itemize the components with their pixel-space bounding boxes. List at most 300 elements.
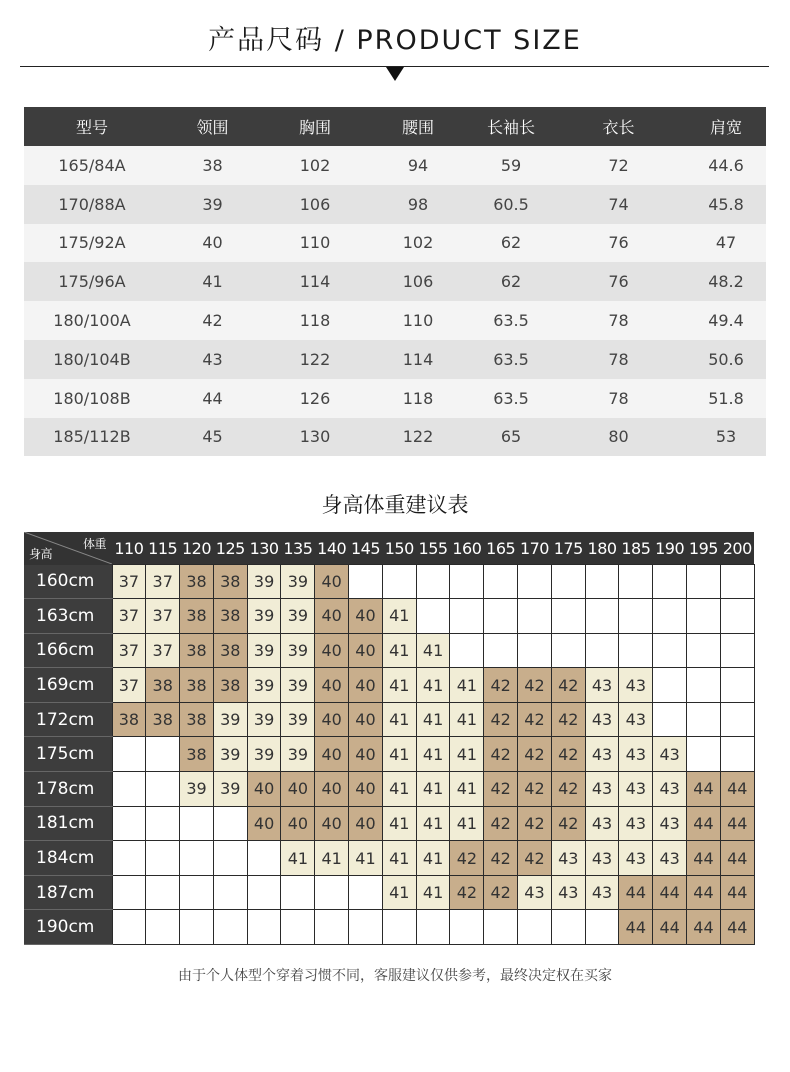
size-recommendation-cell <box>484 565 518 599</box>
size-recommendation-cell: 41 <box>416 737 450 772</box>
size-recommendation-cell <box>450 633 484 668</box>
size-recommendation-cell: 43 <box>518 875 552 910</box>
size-recommendation-cell <box>281 910 315 945</box>
size-recommendation-cell <box>484 910 518 945</box>
size-recommendation-cell: 39 <box>180 772 214 807</box>
table-corner <box>24 532 112 565</box>
table-cell: 175/96A <box>58 272 126 292</box>
size-recommendation-cell: 40 <box>349 806 383 841</box>
recommendation-body <box>24 565 754 945</box>
weight-header-cell: 150 <box>382 532 416 565</box>
size-recommendation-cell: 43 <box>585 875 619 910</box>
footer-note: 由于个人体型个穿着习惯不同，客服建议仅供参考，最终决定权在买家 <box>178 968 612 984</box>
size-recommendation-cell: 40 <box>315 806 349 841</box>
table-row <box>24 841 754 876</box>
size-recommendation-cell <box>146 806 180 841</box>
size-recommendation-cell: 39 <box>281 599 315 634</box>
size-recommendation-cell <box>518 599 552 634</box>
table-cell: 65 <box>500 427 522 447</box>
size-recommendation-cell <box>720 737 754 772</box>
size-recommendation-cell: 40 <box>315 599 349 634</box>
size-recommendation-cell: 37 <box>112 599 146 634</box>
size-recommendation-cell: 42 <box>518 772 552 807</box>
weight-header-cell: 130 <box>247 532 281 565</box>
size-recommendation-cell: 39 <box>213 702 247 737</box>
size-recommendation-cell: 38 <box>146 668 180 703</box>
weight-header-cell: 195 <box>687 532 721 565</box>
size-recommendation-cell: 38 <box>213 599 247 634</box>
size-recommendation-cell: 39 <box>281 737 315 772</box>
size-recommendation-cell <box>653 599 687 634</box>
table-row <box>24 224 766 263</box>
table-cell: 45 <box>202 427 223 447</box>
weight-header-cell: 110 <box>112 532 146 565</box>
size-recommendation-cell: 43 <box>585 737 619 772</box>
table-cell: 118 <box>402 388 434 408</box>
size-recommendation-cell <box>687 633 721 668</box>
size-recommendation-cell: 43 <box>585 772 619 807</box>
size-recommendation-cell: 44 <box>687 806 721 841</box>
table-cell: 41 <box>202 272 223 292</box>
height-label: 166cm <box>24 633 112 668</box>
size-recommendation-cell <box>180 841 214 876</box>
page-title: 产品尺码 / PRODUCT SIZE <box>208 25 582 56</box>
size-recommendation-cell: 40 <box>281 772 315 807</box>
table-cell: 106 <box>402 272 434 292</box>
size-recommendation-cell <box>585 910 619 945</box>
size-recommendation-cell <box>281 875 315 910</box>
size-recommendation-cell <box>653 633 687 668</box>
size-recommendation-cell: 42 <box>484 737 518 772</box>
size-recommendation-cell <box>112 806 146 841</box>
table-cell: 165/84A <box>58 155 126 175</box>
size-recommendation-cell <box>585 599 619 634</box>
size-recommendation-cell: 41 <box>382 875 416 910</box>
table-cell: 63.5 <box>493 388 529 408</box>
size-recommendation-cell <box>382 565 416 599</box>
size-table <box>24 107 766 456</box>
size-recommendation-cell <box>619 599 653 634</box>
size-recommendation-cell: 42 <box>484 702 518 737</box>
table-cell: 76 <box>608 272 629 292</box>
size-recommendation-cell: 41 <box>382 772 416 807</box>
size-recommendation-cell <box>315 910 349 945</box>
table-cell: 78 <box>608 388 629 408</box>
size-recommendation-cell <box>213 841 247 876</box>
size-recommendation-cell: 44 <box>619 875 653 910</box>
size-recommendation-cell <box>146 910 180 945</box>
table-cell: 175/92A <box>58 233 126 253</box>
size-recommendation-cell: 42 <box>484 772 518 807</box>
size-recommendation-cell: 42 <box>518 841 552 876</box>
table-cell: 60.5 <box>493 194 529 214</box>
size-recommendation-cell <box>518 633 552 668</box>
table-cell: 39 <box>202 194 223 214</box>
size-recommendation-cell <box>146 875 180 910</box>
size-recommendation-cell: 42 <box>484 668 518 703</box>
table-cell: 48.2 <box>708 272 744 292</box>
size-recommendation-cell <box>416 565 450 599</box>
down-arrow-icon <box>386 67 404 81</box>
weight-header-cell: 200 <box>720 532 754 565</box>
size-recommendation-cell: 43 <box>619 702 653 737</box>
table-cell: 63.5 <box>493 349 529 369</box>
size-recommendation-cell <box>112 841 146 876</box>
size-recommendation-cell: 40 <box>247 806 281 841</box>
table-cell: 114 <box>299 272 331 292</box>
size-recommendation-cell <box>349 910 383 945</box>
size-recommendation-cell: 40 <box>349 599 383 634</box>
size-recommendation-cell <box>619 633 653 668</box>
table-row <box>24 565 754 599</box>
size-recommendation-cell: 39 <box>247 702 281 737</box>
size-recommendation-cell <box>450 910 484 945</box>
size-recommendation-cell: 38 <box>146 702 180 737</box>
size-recommendation-cell: 41 <box>416 875 450 910</box>
height-axis-label: 身高 <box>29 546 53 561</box>
size-recommendation-cell <box>112 737 146 772</box>
size-recommendation-cell <box>619 565 653 599</box>
size-recommendation-cell: 42 <box>551 806 585 841</box>
table-cell: 42 <box>202 311 223 331</box>
column-header-waist: 腰围 <box>401 118 434 137</box>
table-cell: 59 <box>500 155 522 175</box>
size-recommendation-cell: 42 <box>518 737 552 772</box>
size-recommendation-cell: 44 <box>720 772 754 807</box>
size-recommendation-cell: 41 <box>349 841 383 876</box>
size-recommendation-cell: 44 <box>619 910 653 945</box>
size-recommendation-cell <box>687 737 721 772</box>
size-recommendation-cell: 41 <box>281 841 315 876</box>
size-recommendation-cell <box>551 910 585 945</box>
size-recommendation-cell <box>146 772 180 807</box>
size-recommendation-cell <box>416 910 450 945</box>
table-cell: 53 <box>715 427 737 447</box>
column-header-model: 型号 <box>75 118 108 137</box>
size-recommendation-cell: 41 <box>382 599 416 634</box>
table-cell: 50.6 <box>708 349 744 369</box>
weight-header-cell: 135 <box>281 532 315 565</box>
size-recommendation-cell: 40 <box>349 772 383 807</box>
table-row <box>24 910 754 945</box>
size-recommendation-cell: 37 <box>146 565 180 599</box>
size-recommendation-cell <box>112 772 146 807</box>
size-recommendation-cell <box>247 841 281 876</box>
table-cell: 122 <box>402 427 434 447</box>
height-label: 187cm <box>24 875 112 910</box>
table-row <box>24 418 766 457</box>
size-recommendation-cell: 38 <box>213 668 247 703</box>
size-recommendation-cell: 41 <box>416 772 450 807</box>
table-cell: 110 <box>299 233 331 253</box>
size-recommendation-cell: 42 <box>551 668 585 703</box>
weight-header-row <box>24 532 754 565</box>
height-label: 184cm <box>24 841 112 876</box>
size-recommendation-cell: 39 <box>247 668 281 703</box>
size-recommendation-cell: 44 <box>720 806 754 841</box>
size-recommendation-cell: 42 <box>518 702 552 737</box>
size-recommendation-cell <box>551 565 585 599</box>
size-recommendation-cell <box>551 599 585 634</box>
size-recommendation-cell: 42 <box>551 772 585 807</box>
size-recommendation-cell: 44 <box>687 910 721 945</box>
column-header-collar: 领围 <box>196 118 229 137</box>
size-recommendation-cell: 41 <box>416 806 450 841</box>
table-row <box>24 875 754 910</box>
size-recommendation-cell: 43 <box>619 772 653 807</box>
size-recommendation-cell <box>349 875 383 910</box>
size-recommendation-cell: 43 <box>619 806 653 841</box>
size-recommendation-cell: 42 <box>450 875 484 910</box>
table-cell: 126 <box>299 388 331 408</box>
size-recommendation-cell <box>247 875 281 910</box>
table-cell: 180/100A <box>53 311 131 331</box>
table-row <box>24 737 754 772</box>
size-recommendation-cell: 41 <box>416 633 450 668</box>
size-recommendation-cell: 42 <box>518 806 552 841</box>
table-cell: 44.6 <box>708 155 744 175</box>
table-cell: 74 <box>608 194 629 214</box>
table-cell: 102 <box>299 155 331 175</box>
size-recommendation-cell: 44 <box>687 772 721 807</box>
size-recommendation-cell <box>585 633 619 668</box>
size-recommendation-cell: 41 <box>382 633 416 668</box>
height-label: 172cm <box>24 702 112 737</box>
size-recommendation-cell: 41 <box>382 841 416 876</box>
table-row <box>24 633 754 668</box>
height-label: 163cm <box>24 599 112 634</box>
size-recommendation-cell: 44 <box>653 875 687 910</box>
height-label: 175cm <box>24 737 112 772</box>
size-recommendation-cell: 39 <box>281 668 315 703</box>
table-cell: 51.8 <box>708 388 744 408</box>
size-recommendation-cell <box>653 668 687 703</box>
size-recommendation-cell: 40 <box>281 806 315 841</box>
weight-header-cell: 180 <box>585 532 619 565</box>
size-recommendation-cell <box>484 633 518 668</box>
size-recommendation-cell: 43 <box>653 737 687 772</box>
weight-header-cell: 160 <box>450 532 484 565</box>
size-recommendation-cell <box>720 668 754 703</box>
table-cell: 180/104B <box>53 349 131 369</box>
table-cell: 76 <box>608 233 629 253</box>
weight-header-cell: 190 <box>653 532 687 565</box>
size-recommendation-cell: 41 <box>450 806 484 841</box>
size-recommendation-cell: 43 <box>653 772 687 807</box>
size-recommendation-cell: 41 <box>450 772 484 807</box>
table-row <box>24 146 766 185</box>
height-label: 190cm <box>24 910 112 945</box>
size-recommendation-cell: 38 <box>180 633 214 668</box>
table-cell: 110 <box>402 311 434 331</box>
size-recommendation-cell <box>653 565 687 599</box>
table-cell: 62 <box>500 272 522 292</box>
size-recommendation-cell: 43 <box>551 875 585 910</box>
column-header-length: 衣长 <box>602 118 635 137</box>
height-weight-table <box>24 532 755 945</box>
size-recommendation-cell: 40 <box>349 737 383 772</box>
size-recommendation-cell: 37 <box>112 668 146 703</box>
size-recommendation-cell: 41 <box>450 702 484 737</box>
size-recommendation-cell: 40 <box>349 633 383 668</box>
size-recommendation-cell <box>687 565 721 599</box>
size-recommendation-cell: 40 <box>315 668 349 703</box>
size-recommendation-cell: 42 <box>518 668 552 703</box>
size-recommendation-cell: 43 <box>619 737 653 772</box>
size-recommendation-cell: 44 <box>687 875 721 910</box>
size-recommendation-cell <box>450 599 484 634</box>
size-recommendation-cell <box>146 737 180 772</box>
size-recommendation-cell: 40 <box>315 702 349 737</box>
size-recommendation-cell: 38 <box>180 565 214 599</box>
table-cell: 180/108B <box>53 388 131 408</box>
weight-header-cell: 120 <box>180 532 214 565</box>
table-cell: 130 <box>299 427 331 447</box>
size-recommendation-cell: 41 <box>315 841 349 876</box>
size-recommendation-cell: 44 <box>720 841 754 876</box>
size-table-header <box>24 107 766 146</box>
size-recommendation-cell: 44 <box>720 875 754 910</box>
table-row <box>24 668 754 703</box>
table-cell: 78 <box>608 311 629 331</box>
table-row <box>24 340 766 379</box>
size-recommendation-cell: 39 <box>213 737 247 772</box>
size-recommendation-cell: 37 <box>146 599 180 634</box>
table-cell: 94 <box>407 155 429 175</box>
size-recommendation-cell: 37 <box>112 633 146 668</box>
size-recommendation-cell: 38 <box>112 702 146 737</box>
table-cell: 47 <box>715 233 737 253</box>
weight-header-cell: 145 <box>349 532 383 565</box>
size-recommendation-cell: 43 <box>585 668 619 703</box>
table-row <box>24 379 766 418</box>
size-recommendation-cell <box>180 910 214 945</box>
size-recommendation-cell <box>382 910 416 945</box>
weight-axis-label: 体重 <box>82 537 106 551</box>
table-cell: 114 <box>402 349 434 369</box>
table-cell: 185/112B <box>53 427 131 447</box>
table-row <box>24 599 754 634</box>
size-recommendation-cell: 42 <box>484 875 518 910</box>
size-recommendation-cell: 42 <box>484 806 518 841</box>
size-recommendation-cell <box>518 910 552 945</box>
table-cell: 40 <box>202 233 223 253</box>
table-cell: 45.8 <box>708 194 744 214</box>
column-header-shoulder: 肩宽 <box>709 118 742 137</box>
size-recommendation-cell <box>213 806 247 841</box>
size-recommendation-cell <box>213 910 247 945</box>
size-recommendation-cell <box>450 565 484 599</box>
size-recommendation-cell <box>720 565 754 599</box>
size-recommendation-cell: 44 <box>720 910 754 945</box>
size-recommendation-cell <box>416 599 450 634</box>
size-recommendation-cell: 39 <box>213 772 247 807</box>
size-recommendation-cell: 42 <box>484 841 518 876</box>
size-recommendation-cell: 41 <box>382 702 416 737</box>
table-cell: 170/88A <box>58 194 126 214</box>
size-recommendation-cell <box>146 841 180 876</box>
size-recommendation-cell: 38 <box>213 633 247 668</box>
weight-header-cell: 140 <box>315 532 349 565</box>
table-row <box>24 301 766 340</box>
recommendation-title: 身高体重建议表 <box>321 493 469 517</box>
table-cell: 72 <box>608 155 629 175</box>
height-label: 181cm <box>24 806 112 841</box>
size-recommendation-cell: 38 <box>180 668 214 703</box>
size-recommendation-cell: 38 <box>180 702 214 737</box>
size-recommendation-cell: 39 <box>247 737 281 772</box>
size-recommendation-cell: 41 <box>450 737 484 772</box>
size-recommendation-cell: 41 <box>382 737 416 772</box>
size-recommendation-cell <box>585 565 619 599</box>
size-recommendation-cell <box>687 668 721 703</box>
size-recommendation-cell <box>653 702 687 737</box>
size-recommendation-cell <box>687 599 721 634</box>
table-row <box>24 702 754 737</box>
size-recommendation-cell: 43 <box>653 806 687 841</box>
table-cell: 38 <box>202 155 223 175</box>
size-recommendation-cell: 38 <box>180 737 214 772</box>
size-recommendation-cell: 44 <box>653 910 687 945</box>
size-recommendation-cell <box>180 875 214 910</box>
column-header-chest: 胸围 <box>298 118 331 137</box>
table-cell: 118 <box>299 311 331 331</box>
weight-header-cell: 115 <box>146 532 180 565</box>
table-cell: 49.4 <box>708 311 744 331</box>
size-recommendation-cell <box>720 702 754 737</box>
size-recommendation-cell <box>112 910 146 945</box>
weight-header-cell: 185 <box>619 532 653 565</box>
size-recommendation-cell: 43 <box>585 806 619 841</box>
size-recommendation-cell <box>112 875 146 910</box>
size-recommendation-cell: 38 <box>213 565 247 599</box>
size-recommendation-cell <box>213 875 247 910</box>
table-row <box>24 185 766 224</box>
size-recommendation-cell: 43 <box>585 841 619 876</box>
size-recommendation-cell: 38 <box>180 599 214 634</box>
table-row <box>24 806 754 841</box>
size-recommendation-cell: 40 <box>247 772 281 807</box>
size-recommendation-cell: 39 <box>281 633 315 668</box>
height-label: 169cm <box>24 668 112 703</box>
size-recommendation-cell: 42 <box>551 702 585 737</box>
size-recommendation-cell: 40 <box>315 633 349 668</box>
size-recommendation-cell: 39 <box>247 565 281 599</box>
size-recommendation-cell <box>720 633 754 668</box>
size-recommendation-cell <box>180 806 214 841</box>
table-cell: 44 <box>202 388 223 408</box>
size-recommendation-cell: 41 <box>416 702 450 737</box>
size-recommendation-cell: 42 <box>551 737 585 772</box>
size-recommendation-cell: 43 <box>551 841 585 876</box>
size-recommendation-cell <box>720 599 754 634</box>
size-recommendation-cell <box>518 565 552 599</box>
size-recommendation-cell <box>349 565 383 599</box>
size-recommendation-cell: 41 <box>416 668 450 703</box>
size-recommendation-cell: 40 <box>315 565 349 599</box>
size-recommendation-cell: 41 <box>382 668 416 703</box>
table-cell: 63.5 <box>493 311 529 331</box>
size-recommendation-cell: 43 <box>619 668 653 703</box>
table-cell: 43 <box>202 349 223 369</box>
size-recommendation-cell: 43 <box>585 702 619 737</box>
table-cell: 106 <box>299 194 331 214</box>
table-row <box>24 262 766 301</box>
size-recommendation-cell: 43 <box>619 841 653 876</box>
size-recommendation-cell: 40 <box>315 772 349 807</box>
weight-header-cell: 170 <box>518 532 552 565</box>
size-recommendation-cell <box>551 633 585 668</box>
